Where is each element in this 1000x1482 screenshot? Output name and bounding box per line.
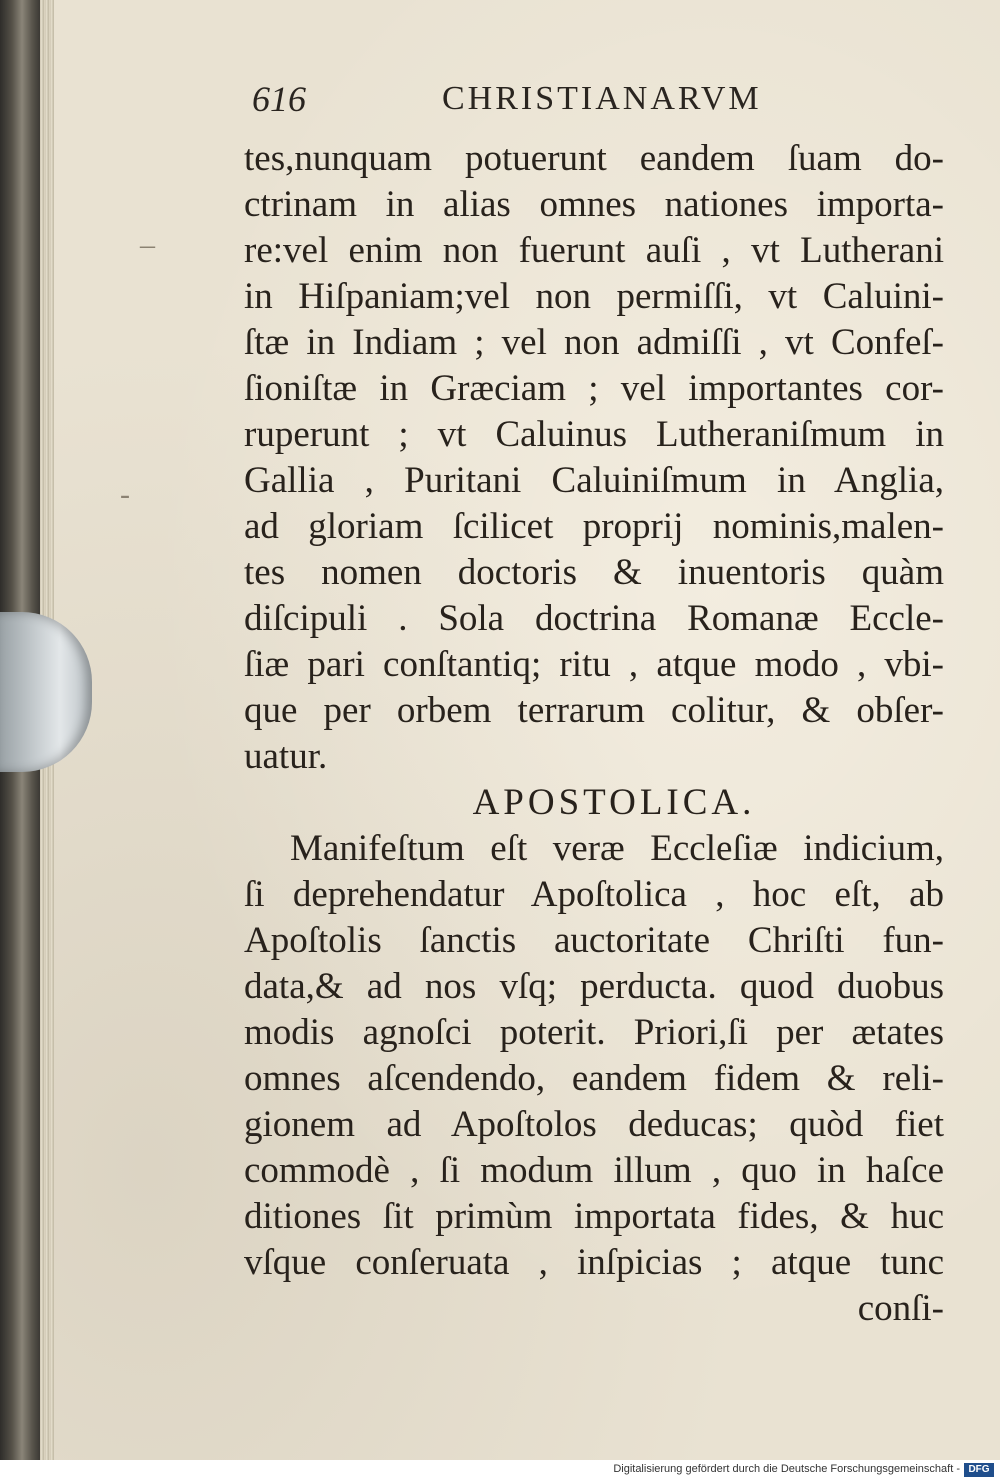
margin-dash-mark: - [120,478,130,511]
text-line: modis agnoſci poterit. Priori,ſi per ætates [244,1012,944,1053]
text-line: uatur. [244,736,328,777]
text-line: re:vel enim non fuerunt auſi , vt Lutherani [244,230,944,271]
text-block [244,136,944,1332]
margin-dash-mark: – [140,228,155,261]
text-line: ſi deprehendatur Apoſtolica , hoc eſt, ab [244,874,944,915]
page-header [252,78,892,128]
text-line: gionem ad Apoſtolos deducas; quòd fiet [244,1104,944,1145]
text-line: ſiæ pari conſtantiq; ritu , atque modo , vbi- [244,644,944,685]
text-line: ad gloriam ſcilicet proprij nominis,malen- [244,506,944,547]
text-line: data,& ad nos vſq; perducta. quod duobus [244,966,944,1007]
text-line: ctrinam in alias omnes nationes importa- [244,184,944,225]
text-line: omnes aſcendendo, eandem fidem & reli- [244,1058,944,1099]
text-line: tes,nunquam potuerunt eandem ſuam do- [244,138,944,179]
text-line: tes nomen doctoris & inuentoris quàm [244,552,944,593]
text-line: commodè , ſi modum illum , quo in haſce [244,1150,944,1191]
text-line: ſtæ in Indiam ; vel non admiſſi , vt Confeſ- [244,322,944,363]
section-heading: APOSTOLICA. [472,782,756,823]
text-line: ditiones ſit primùm importata fides, & huc [244,1196,944,1237]
dfg-logo: DFG [964,1463,994,1477]
text-line: vſque conſeruata , inſpicias ; atque tunc [244,1242,944,1283]
text-line: Gallia , Puritani Caluiniſmum in Anglia, [244,460,944,501]
running-head: CHRISTIANARVM [442,80,762,117]
text-line: Manifeſtum eſt veræ Eccleſiæ indicium, [290,828,944,869]
text-line: ſioniſtæ in Græciam ; vel importantes cor- [244,368,944,409]
text-line: Apoſtolis ſanctis auctoritate Chriſti fun- [244,920,944,961]
page-number: 616 [252,79,306,119]
text-line: que per orbem terrarum colitur, & obſer- [244,690,944,731]
catchword: conſi- [857,1288,944,1329]
text-line: ruperunt ; vt Caluinus Lutheraniſmum in [244,414,944,455]
text-line: diſcipuli . Sola doctrina Romanæ Eccle- [244,598,944,639]
text-line: in Hiſpaniam;vel non permiſſi, vt Caluini- [244,276,944,317]
footer-credit: Digitalisierung gefördert durch die Deutsche Forschungsgemeinschaft - [613,1463,960,1475]
